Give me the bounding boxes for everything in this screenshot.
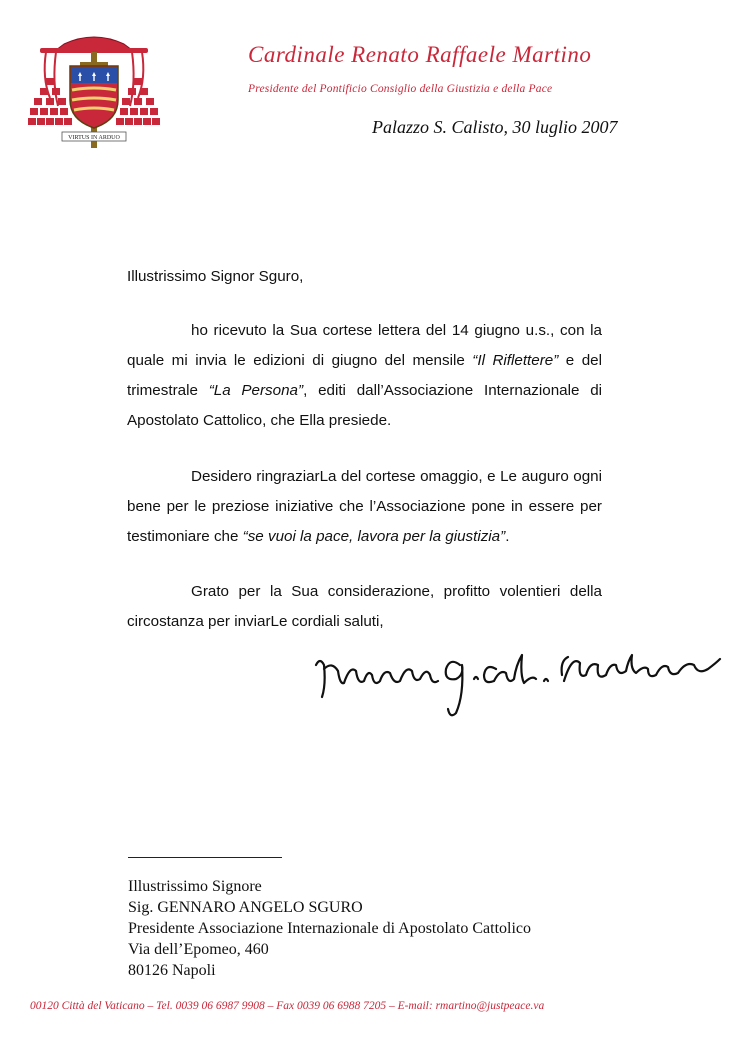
paragraph-1: [127, 316, 602, 436]
salutation: [127, 262, 602, 292]
paragraph-2: [127, 462, 602, 552]
paragraph-1-text-2: e del trimestrale: [127, 352, 602, 399]
letter-date: Palazzo S. Calisto, 30 luglio 2007: [372, 117, 618, 137]
letterhead-name: Cardinale Renato Raffaele Martino: [248, 42, 592, 67]
paragraph-2-text-2: .: [505, 528, 510, 545]
recipient-address: [128, 876, 608, 981]
crest-motto: VIRTUS IN ARDUO: [68, 135, 120, 141]
address-line: Illustrissimo Signore: [128, 878, 262, 895]
letterhead-subtitle: Presidente del Pontificio Consiglio della Giustizia e della Pace: [248, 83, 553, 95]
paragraph-2-text-1: Desidero ringraziarLa del cortese omaggio, e Le auguro ogni bene per le preziose iniziative che l’Associazione pone in essere per testimoniare che: [127, 468, 602, 545]
salutation-text: Illustrissimo Signor Sguro,: [127, 268, 304, 285]
separator-line: [128, 857, 282, 858]
address-line: Via dell’Epomeo, 460: [128, 941, 269, 958]
coat-of-arms-icon: [28, 28, 160, 150]
motto-quote: “se vuoi la pace, lavora per la giustizia”: [242, 528, 506, 545]
letterhead-footer: 00120 Città del Vaticano – Tel. 0039 06 6987 9908 – Fax 0039 06 6988 7205 – E-mail: rmartino@justpeace.va: [30, 1000, 545, 1012]
address-line: Presidente Associazione Internazionale di Apostolato Cattolico: [128, 920, 532, 937]
publication-title-riflettere: “Il Riflettere”: [472, 352, 559, 369]
paragraph-1-text-3: , editi dall’Associazione Internazionale di Apostolato Cattolico, che Ella presiede.: [127, 382, 603, 429]
paragraph-3: [127, 577, 602, 637]
publication-title-persona: “La Persona”: [208, 382, 304, 399]
handwritten-signature: [310, 635, 730, 725]
address-line: Sig. GENNARO ANGELO SGURO: [128, 899, 363, 916]
closing-text: Grato per la Sua considerazione, profitto volentieri della circostanza per inviarLe cordiali saluti,: [127, 583, 602, 630]
address-line: 80126 Napoli: [128, 962, 216, 979]
paragraph-1-text-1: ho ricevuto la Sua cortese lettera del 14 giugno u.s., con la quale mi invia le edizioni di giugno del mensile: [127, 322, 602, 369]
